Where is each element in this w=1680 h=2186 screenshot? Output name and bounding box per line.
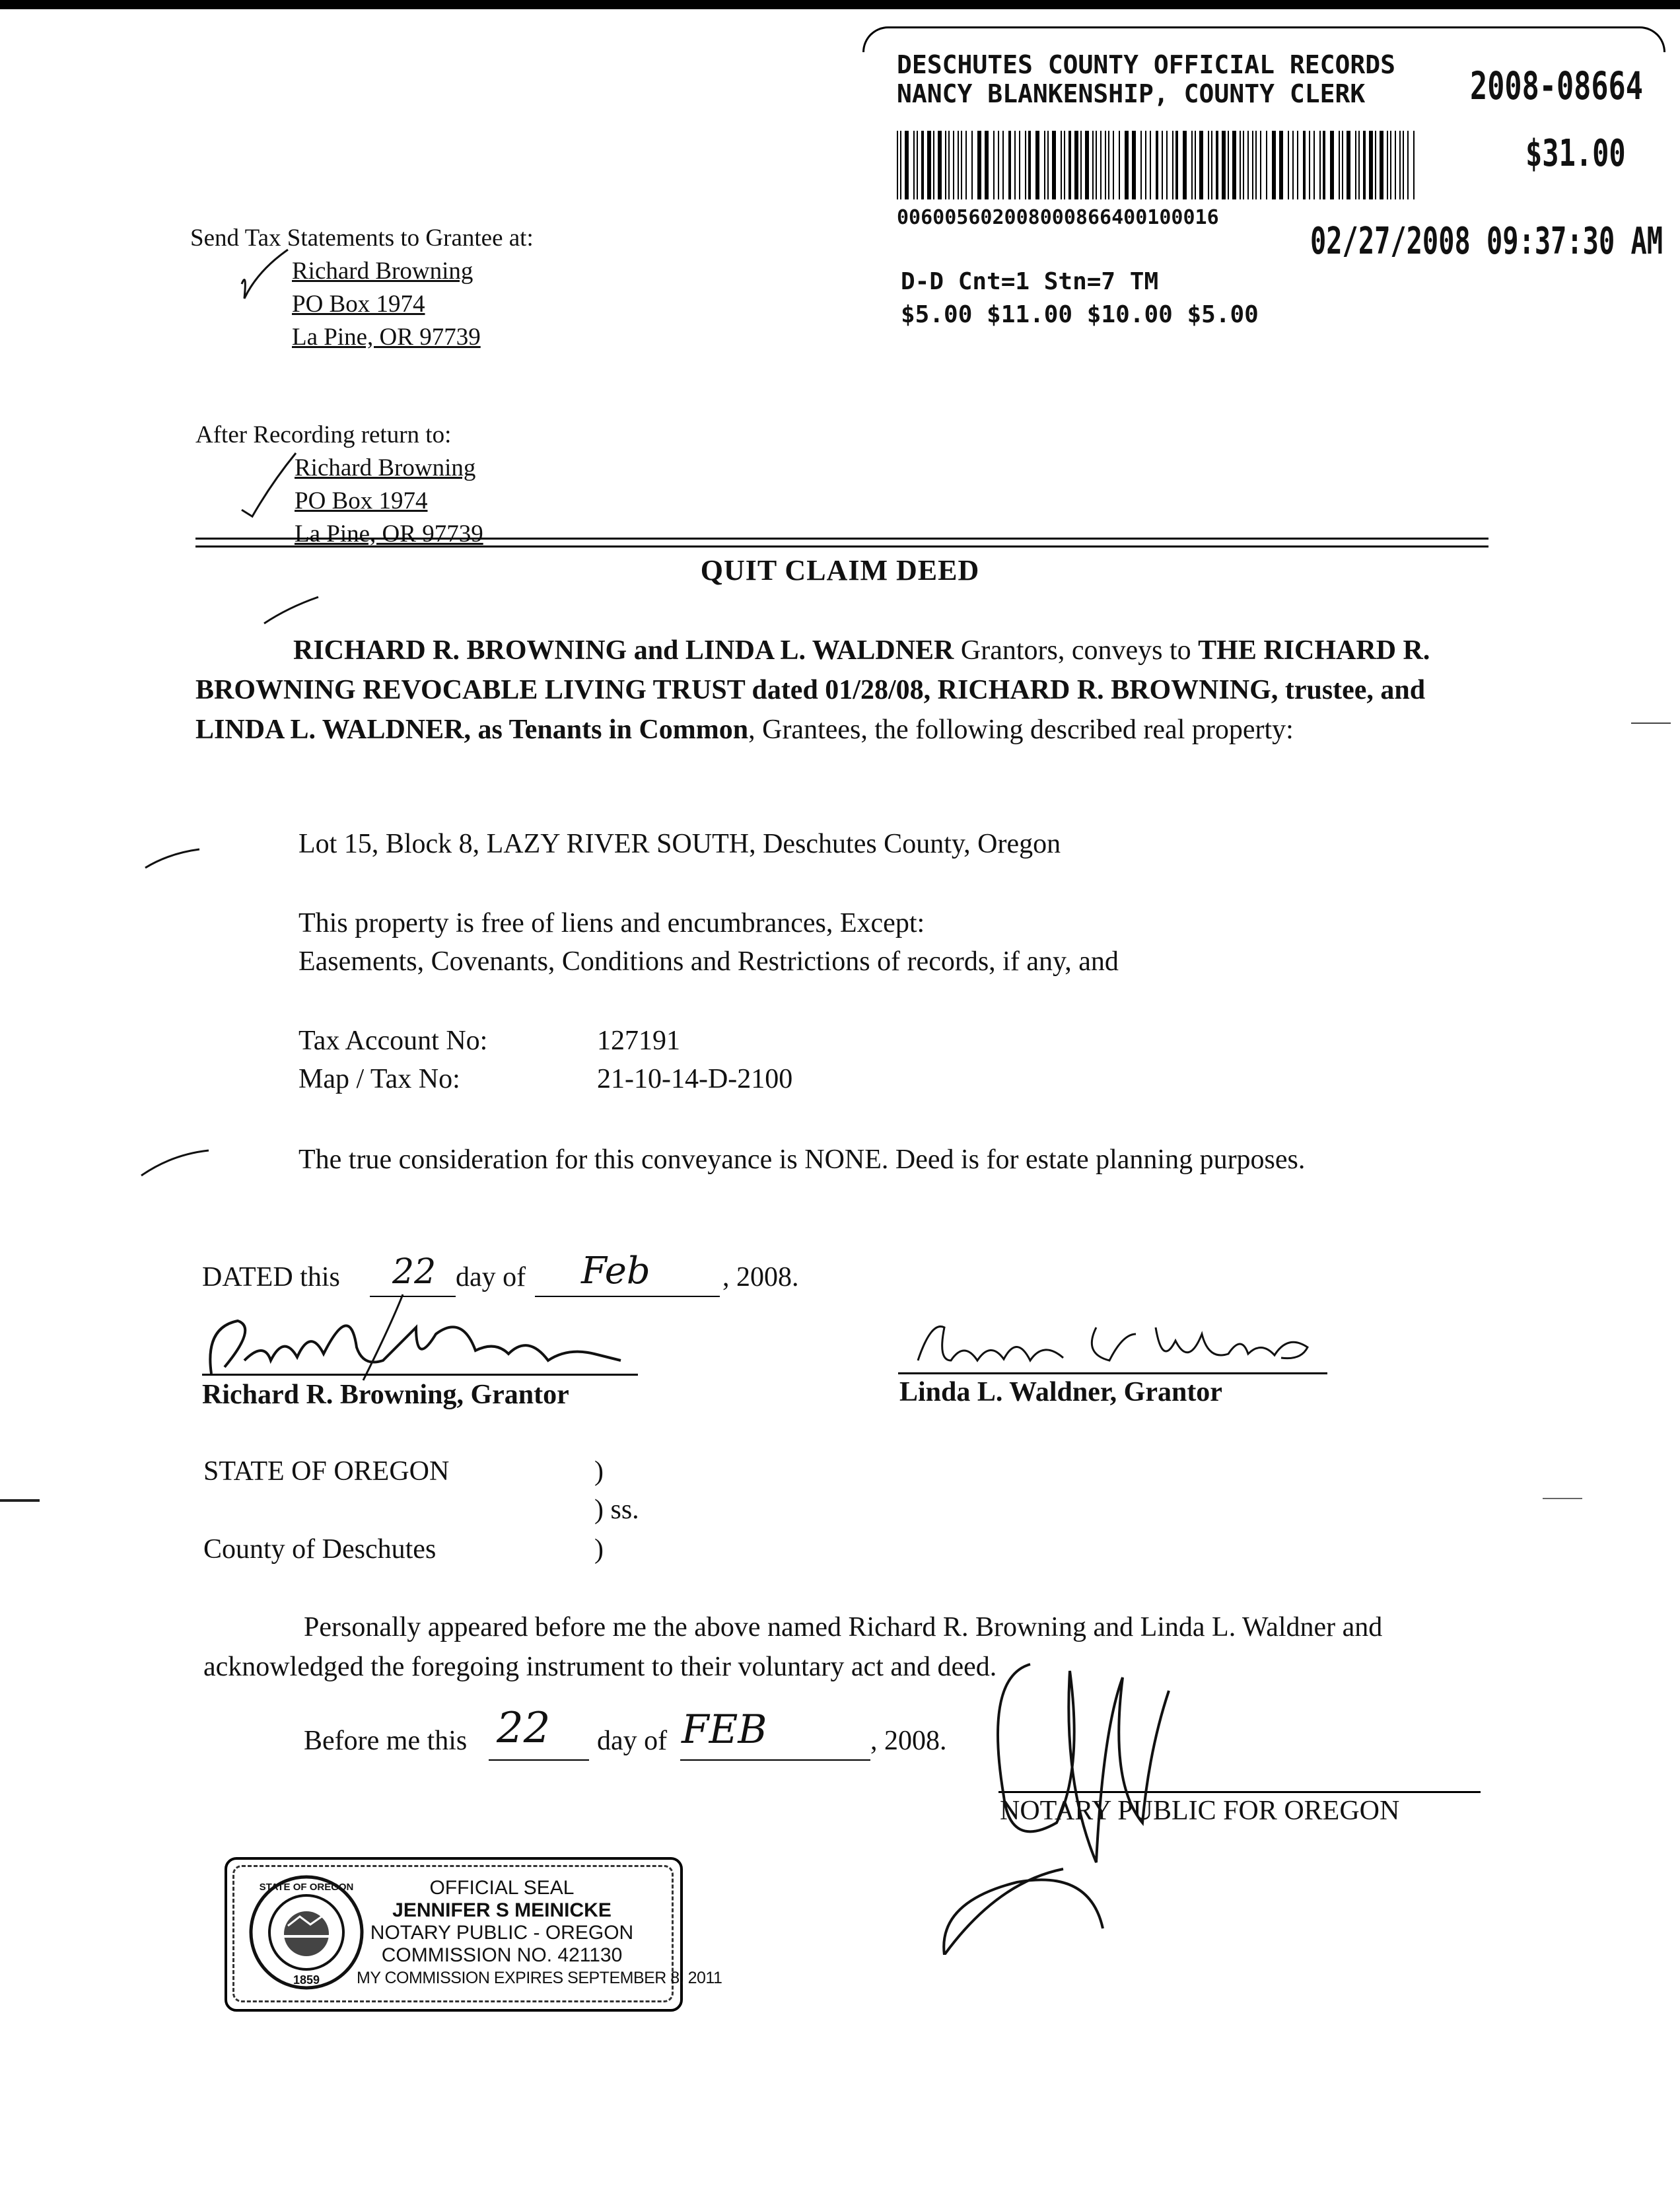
barcode-bar <box>1358 131 1360 199</box>
tax-statements-line2: La Pine, OR 97739 <box>292 324 481 351</box>
barcode-bar <box>1047 131 1049 199</box>
before-suffix: , 2008. <box>870 1726 947 1756</box>
scan-edge-bar <box>0 0 1680 9</box>
barcode-bar <box>1375 131 1376 199</box>
dated-middle: day of <box>456 1262 526 1292</box>
tax-statements-address <box>292 255 481 354</box>
barcode-bar <box>1395 131 1396 199</box>
notary-signature <box>931 1651 1248 1955</box>
grant-paragraph <box>195 631 1490 750</box>
barcode-bar <box>1240 131 1241 199</box>
dated-prefix: DATED this <box>202 1262 340 1292</box>
barcode-bar <box>1068 131 1071 199</box>
barcode-bar <box>1195 131 1196 199</box>
barcode-bar <box>948 131 950 199</box>
barcode-bar <box>953 131 954 199</box>
barcode-bar <box>1014 131 1016 199</box>
barcode-bar <box>1132 131 1136 199</box>
barcode-bar <box>1390 131 1391 199</box>
barcode-bar <box>1387 131 1388 199</box>
return-to-address <box>295 452 483 551</box>
barcode-bar <box>1355 131 1356 199</box>
barcode-bar <box>1052 131 1056 199</box>
map-tax-value: 21-10-14-D-2100 <box>597 1064 793 1094</box>
separator-line <box>195 538 1488 540</box>
barcode-bar <box>1243 131 1244 199</box>
barcode-bar <box>1025 131 1026 199</box>
barcode-bar <box>917 131 918 199</box>
document-title: QUIT CLAIM DEED <box>700 554 980 586</box>
barcode-bar <box>1330 131 1334 199</box>
barcode <box>897 131 1418 199</box>
barcode-bar <box>1113 131 1114 199</box>
barcode-bar <box>1064 131 1065 199</box>
barcode-bar <box>1303 131 1306 199</box>
barcode-bar <box>1183 131 1187 199</box>
return-to-label: After Recording return to: <box>195 421 452 448</box>
return-to-line1: PO Box 1974 <box>295 487 428 514</box>
barcode-bar <box>1407 131 1409 199</box>
barcode-bar <box>1222 131 1226 199</box>
acknowledgment-paragraph: Personally appeared before me the above named Richard R. Browning and Linda L. Waldner and acknowledged the foregoing instrument to their voluntary act and deed. <box>203 1612 1383 1682</box>
barcode-bar <box>921 131 924 199</box>
separator-line <box>195 546 1488 547</box>
tax-statements-line1: PO Box 1974 <box>292 291 425 318</box>
dated-day-handwritten: 22 <box>392 1252 437 1292</box>
barcode-bar <box>897 131 898 199</box>
barcode-bar <box>1279 131 1283 199</box>
barcode-bar <box>1292 131 1294 199</box>
barcode-bar <box>1191 131 1193 199</box>
recording-fee-total: $31.00 <box>1525 132 1626 175</box>
before-month-line <box>680 1759 870 1761</box>
barcode-bar <box>1403 131 1404 199</box>
barcode-bar <box>1150 131 1151 199</box>
barcode-bar <box>958 131 959 199</box>
barcode-bar <box>1156 131 1158 199</box>
barcode-bar <box>913 131 915 199</box>
barcode-bar <box>1085 131 1089 199</box>
seal-text-block <box>357 1877 722 1989</box>
seal-line-1: OFFICIAL SEAL <box>429 1877 575 1899</box>
county-paren: ) <box>594 1534 604 1565</box>
return-to-name: Richard Browning <box>295 454 476 481</box>
barcode-bar <box>1297 131 1298 199</box>
scan-edge-tick <box>1543 1498 1582 1499</box>
barcode-bar <box>985 131 989 199</box>
barcode-bar <box>1125 131 1129 199</box>
recording-clerk: NANCY BLANKENSHIP, COUNTY CLERK <box>897 79 1366 108</box>
barcode-bar <box>1363 131 1366 199</box>
barcode-bar <box>1145 131 1146 199</box>
barcode-bar <box>1309 131 1310 199</box>
grantors-text: Grantors, conveys to <box>954 635 1199 666</box>
grantors-names: RICHARD R. BROWNING and LINDA L. WALDNER <box>293 635 954 666</box>
barcode-bar <box>1140 131 1142 199</box>
barcode-bar <box>965 131 967 199</box>
seal-line-3: NOTARY PUBLIC - OREGON <box>370 1922 634 1944</box>
barcode-bar <box>1272 131 1276 199</box>
check-mark-icon <box>262 594 321 627</box>
barcode-bar <box>1216 131 1218 199</box>
barcode-bar <box>1342 131 1343 199</box>
barcode-bar <box>1035 131 1039 199</box>
recording-office: DESCHUTES COUNTY OFFICIAL RECORDS <box>897 50 1395 79</box>
barcode-bar <box>1228 131 1229 199</box>
barcode-bar <box>945 131 946 199</box>
seal-emblem-year: 1859 <box>293 1973 320 1987</box>
recording-stamp-border <box>862 26 1665 52</box>
barcode-bar <box>1044 131 1045 199</box>
check-mark-icon <box>238 244 291 304</box>
barcode-bar <box>1108 131 1109 199</box>
barcode-bar <box>1162 131 1163 199</box>
barcode-bar <box>1347 131 1350 199</box>
barcode-bar <box>900 131 901 199</box>
signature-richard-browning <box>198 1288 634 1387</box>
barcode-bar <box>1369 131 1373 199</box>
before-day-handwritten: 22 <box>497 1704 551 1753</box>
recording-codes <box>901 265 1259 332</box>
tax-account-value: 127191 <box>597 1026 680 1056</box>
barcode-bar <box>1061 131 1062 199</box>
consideration-paragraph: The true consideration for this conveyance is NONE. Deed is for estate planning purposes. <box>298 1145 1306 1175</box>
document-number: 2008-08664 <box>1470 63 1643 108</box>
grantees-text: , Grantees, the following described real property: <box>748 715 1294 745</box>
dated-month-handwritten: Feb <box>581 1250 650 1292</box>
signature-line-grantor-2 <box>898 1372 1327 1374</box>
barcode-bar <box>1247 131 1249 199</box>
notary-public-label: NOTARY PUBLIC FOR OREGON <box>1000 1796 1400 1826</box>
barcode-bar <box>1319 131 1321 199</box>
barcode-bar <box>961 131 962 199</box>
barcode-bar <box>1288 131 1289 199</box>
barcode-bar <box>1313 131 1315 199</box>
barcode-bar <box>971 131 973 199</box>
recording-codes-line: D-D Cnt=1 Stn=7 TM <box>901 268 1159 295</box>
before-prefix: Before me this <box>304 1726 468 1756</box>
oregon-state-seal-emblem <box>247 1873 366 1992</box>
seal-line-4: COMMISSION NO. 421130 <box>381 1944 623 1966</box>
legal-description: Lot 15, Block 8, LAZY RIVER SOUTH, Deschutes County, Oregon <box>298 829 1061 859</box>
dated-suffix: , 2008. <box>722 1262 799 1292</box>
barcode-bar <box>1413 131 1415 199</box>
liens-line-1: This property is free of liens and encumbrances, Except: <box>298 908 925 938</box>
barcode-bar <box>1119 131 1120 199</box>
barcode-bar <box>933 131 934 199</box>
county-label: County of Deschutes <box>203 1534 437 1565</box>
barcode-bar <box>1252 131 1253 199</box>
return-to-line2: La Pine, OR 97739 <box>295 520 483 547</box>
seal-line-2: JENNIFER S MEINICKE <box>392 1899 612 1921</box>
barcode-bar <box>927 131 931 199</box>
seal-line-5: MY COMMISSION EXPIRES SEPTEMBER 8, 2011 <box>357 1969 722 1987</box>
ss-label: ) ss. <box>594 1495 639 1525</box>
barcode-bar <box>1255 131 1257 199</box>
barcode-bar <box>1232 131 1236 199</box>
grantees-names: THE RICHARD R. BROWNING REVOCABLE LIVING TRUST dated 01/28/08, RICHARD R. BROWNING, trustee, and LINDA L. WALDNER, as Tenants in Common <box>195 635 1430 745</box>
signature-line-grantor-1 <box>202 1374 638 1376</box>
grantor-1-name: Richard R. Browning, Grantor <box>202 1380 569 1410</box>
barcode-bar <box>1166 131 1168 199</box>
state-label: STATE OF OREGON <box>203 1456 450 1487</box>
recording-datetime: 02/27/2008 09:37:30 AM <box>1310 220 1663 263</box>
barcode-bar <box>1260 131 1261 199</box>
barcode-bar <box>993 131 995 199</box>
signature-linda-waldner <box>911 1314 1321 1374</box>
barcode-bar <box>905 131 909 199</box>
map-tax-label: Map / Tax No: <box>298 1064 460 1094</box>
tax-statements-name: Richard Browning <box>292 258 473 285</box>
liens-line-2: Easements, Covenants, Conditions and Restrictions of records, if any, and <box>298 946 1119 977</box>
barcode-bar <box>998 131 999 199</box>
barcode-bar <box>1172 131 1173 199</box>
grantor-2-name: Linda L. Waldner, Grantor <box>899 1377 1222 1407</box>
barcode-bar <box>1175 131 1178 199</box>
barcode-bar <box>1211 131 1212 199</box>
barcode-bar <box>1028 131 1031 199</box>
barcode-bar <box>1266 131 1267 199</box>
recording-stamp-header <box>897 50 1395 108</box>
barcode-bar <box>1339 131 1340 199</box>
barcode-bar <box>1080 131 1082 199</box>
scan-edge-tick <box>0 1499 40 1502</box>
barcode-bar <box>1199 131 1203 199</box>
barcode-bar <box>1323 131 1325 199</box>
before-day-line <box>489 1759 589 1761</box>
scan-edge-tick <box>1631 723 1671 724</box>
barcode-bar <box>938 131 942 199</box>
barcode-bar <box>1208 131 1209 199</box>
barcode-bar <box>1399 131 1401 199</box>
barcode-bar <box>1100 131 1102 199</box>
barcode-bar <box>1096 131 1097 199</box>
barcode-bar <box>977 131 981 199</box>
state-paren: ) <box>594 1456 604 1487</box>
barcode-bar <box>1019 131 1020 199</box>
barcode-bar <box>1092 131 1094 199</box>
check-mark-icon <box>143 845 202 872</box>
check-mark-icon <box>239 449 298 522</box>
seal-emblem-top-text: STATE OF OREGON <box>259 1882 354 1893</box>
before-month-handwritten: FEB <box>682 1707 767 1753</box>
before-middle: day of <box>597 1726 668 1756</box>
barcode-bar <box>1105 131 1106 199</box>
tax-account-label: Tax Account No: <box>298 1026 488 1056</box>
tax-statements-label: Send Tax Statements to Grantee at: <box>190 225 534 252</box>
recording-fees-line: $5.00 $11.00 $10.00 $5.00 <box>901 301 1259 328</box>
barcode-bar <box>1380 131 1383 199</box>
barcode-bar <box>1008 131 1011 199</box>
barcode-bar <box>1074 131 1078 199</box>
barcode-number: 006005602008000866400100016 <box>897 206 1219 229</box>
barcode-bar <box>1002 131 1004 199</box>
